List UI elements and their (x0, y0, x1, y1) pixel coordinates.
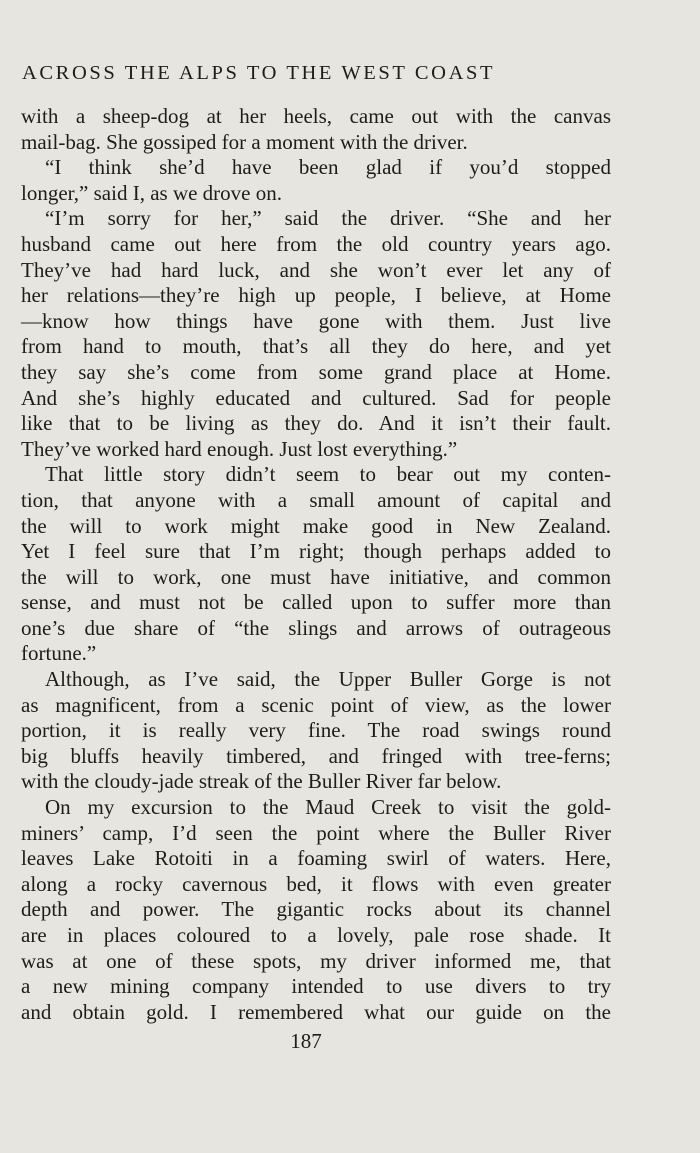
text-line: along a rocky cavernous bed, it flows with even greater (21, 871, 611, 896)
text-line: tion, that anyone with a small amount of capital and (21, 487, 611, 512)
text-line: like that to be living as they do. And it isn’t their fault. (21, 411, 611, 436)
text-line: —know how things have gone with them. Just live (21, 308, 611, 333)
text-line: sense, and must not be called upon to suffer more than (21, 590, 611, 615)
text-line: “I’m sorry for her,” said the driver. “She and her (45, 206, 611, 231)
text-line: was at one of these spots, my driver informed me, that (21, 948, 611, 973)
text-line: Yet I feel sure that I’m right; though perhaps added to (21, 539, 611, 564)
text-line: miners’ camp, I’d seen the point where the Buller River (21, 820, 611, 845)
text-line: the will to work, one must have initiative, and common (21, 564, 611, 589)
text-line: big bluffs heavily timbered, and fringed with tree-ferns; (21, 743, 611, 768)
text-line: And she’s highly educated and cultured. Sad for people (21, 385, 611, 410)
text-line: “I think she’d have been glad if you’d stopped (45, 155, 611, 180)
body-text (21, 104, 611, 1025)
text-line: a new mining company intended to use divers to try (21, 974, 611, 999)
text-line: longer,” said I, as we drove on. (21, 180, 282, 205)
text-line: husband came out here from the old country years ago. (21, 231, 611, 256)
text-line: fortune.” (21, 641, 97, 666)
text-line: from hand to mouth, that’s all they do here, and yet (21, 334, 611, 359)
text-line: Although, as I’ve said, the Upper Buller Gorge is not (45, 667, 611, 692)
text-line: They’ve had hard luck, and she won’t ever let any of (21, 257, 611, 282)
text-line: one’s due share of “the slings and arrows of outrageous (21, 615, 611, 640)
text-line: That little story didn’t seem to bear out my conten- (45, 462, 611, 487)
text-line: They’ve worked hard enough. Just lost everything.” (21, 436, 458, 461)
text-line: as magnificent, from a scenic point of view, as the lower (21, 692, 611, 717)
text-line: are in places coloured to a lovely, pale rose shade. It (21, 923, 611, 947)
text-line: with a sheep-dog at her heels, came out with the canvas (21, 104, 611, 128)
text-line: mail-bag. She gossiped for a moment with the driver. (21, 129, 468, 154)
running-head: ACROSS THE ALPS TO THE WEST COAST (22, 62, 496, 84)
text-line: depth and power. The gigantic rocks about its channel (21, 897, 611, 922)
text-line: portion, it is really very fine. The road swings round (21, 718, 611, 743)
text-line: the will to work might make good in New Zealand. (21, 513, 611, 538)
text-line: and obtain gold. I remembered what our guide on the (21, 999, 611, 1024)
text-line: they say she’s come from some grand place at Home. (21, 359, 611, 384)
text-line: leaves Lake Rotoiti in a foaming swirl of waters. Here, (21, 846, 611, 871)
page-number: 187 (290, 1029, 322, 1053)
text-line: her relations—they’re high up people, I believe, at Home (21, 283, 611, 308)
text-line: with the cloudy-jade streak of the Buller River far below. (21, 769, 502, 794)
text-line: On my excursion to the Maud Creek to visit the gold- (45, 795, 611, 820)
